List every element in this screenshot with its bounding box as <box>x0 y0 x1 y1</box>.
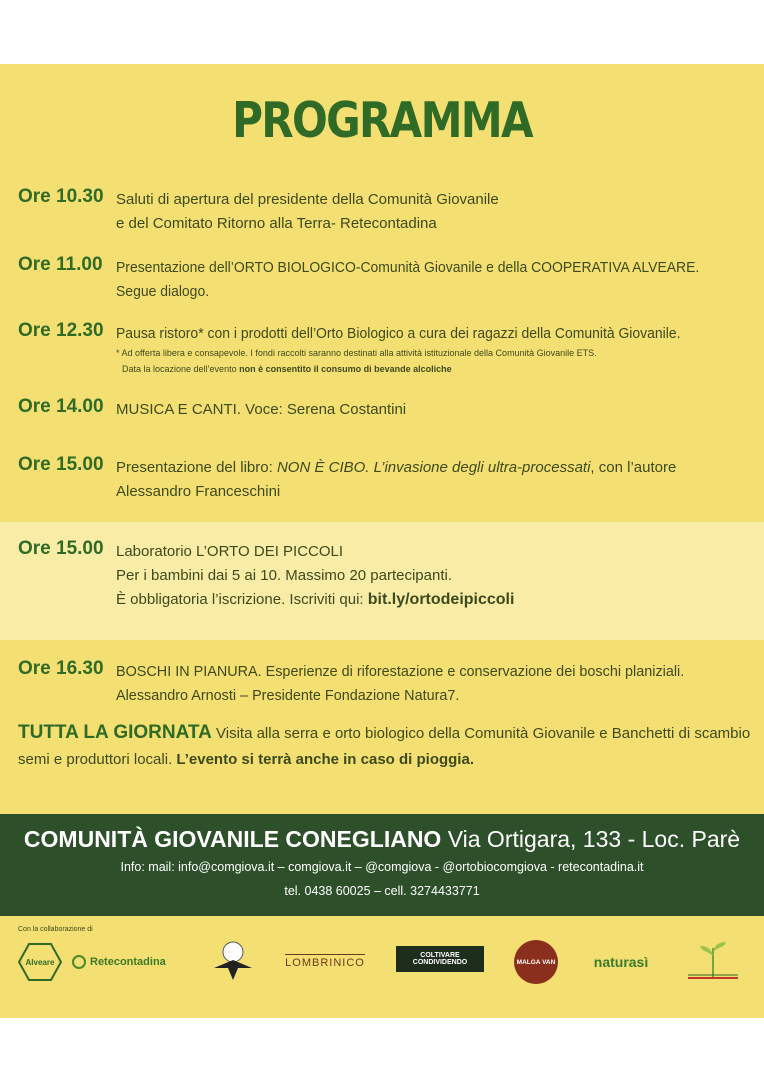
schedule-time: Ore 12.30 <box>18 320 104 341</box>
note-alcohol-warning: non è consentito il consumo di bevande alcoliche <box>239 364 452 374</box>
book-title: NON È CIBO. L’invasione degli ultra-processati <box>276 459 591 476</box>
all-day-note <box>18 720 758 773</box>
schedule-time: Ore 15.00 <box>18 538 104 559</box>
description-line: Alessandro Arnosti – Presidente Fondazione Natura7. <box>116 687 460 704</box>
all-day-text: Visita alla serra e orto biologico della Comunità Giovanile e Banchetti di scambio semi e produttori locali. <box>18 725 751 768</box>
retecontadina-logo <box>72 948 184 976</box>
plant-logo <box>682 938 744 984</box>
contact-footer <box>0 814 764 916</box>
organization-line <box>0 826 764 853</box>
description-line: Per i bambini dai 5 ai 10. Massimo 20 partecipanti. <box>116 567 453 584</box>
all-day-label: TUTTA LA GIORNATA <box>18 722 212 743</box>
leaf-icon <box>72 955 86 969</box>
naturasi-name: naturasì <box>593 954 649 970</box>
description-line: Segue dialogo. <box>116 283 210 300</box>
registration-link[interactable]: bit.ly/ortodeipiccoli <box>367 591 515 608</box>
naturasi-logo <box>584 950 658 974</box>
schedule-time: Ore 14.00 <box>18 396 104 417</box>
schedule-time: Ore 11.00 <box>18 254 103 275</box>
rain-note: L’evento si terrà anche in caso di pioggia. <box>176 751 474 768</box>
description-line: Pausa ristoro* con i prodotti dell’Orto Biologico a cura dei ragazzi della Comunità Giovanile. <box>116 325 681 342</box>
schedule-description <box>116 660 684 708</box>
schedule-time: Ore 15.00 <box>18 454 104 475</box>
bird-logo <box>210 938 256 984</box>
malga-van-logo <box>514 940 558 984</box>
contact-info: Info: mail: info@comgiova.it – comgiova.it – @comgiova - @ortobiocomgiova - retecontadina.it <box>120 860 644 874</box>
organization-name: COMUNITÀ GIOVANILE CONEGLIANO <box>23 826 442 852</box>
schedule-description <box>116 322 680 346</box>
description-line: e del Comitato Ritorno alla Terra- Retecontadina <box>116 215 437 232</box>
note-prefix: Data la locazione dell’evento <box>122 364 240 374</box>
schedule-time: Ore 10.30 <box>18 186 104 207</box>
alveare-logo <box>18 942 62 982</box>
schedule-description <box>116 188 499 236</box>
collaboration-label: Con la collaborazione di <box>18 926 93 933</box>
coltivare-line: COLTIVARE <box>420 952 460 959</box>
description-line: Saluti di apertura del presidente della Comunità Giovanile <box>116 191 499 208</box>
schedule-note <box>122 362 452 376</box>
description-line: Presentazione dell’ORTO BIOLOGICO-Comunità Giovanile e della COOPERATIVA ALVEARE. <box>116 259 700 276</box>
coltivare-condividendo-logo <box>396 946 484 972</box>
phone-numbers: tel. 0438 60025 – cell. 3274433771 <box>284 884 480 898</box>
poster <box>0 64 764 1018</box>
page-title: PROGRAMMA <box>232 92 532 149</box>
description-line: Alessandro Franceschini <box>116 483 281 500</box>
condividendo-line: CONDIVIDENDO <box>412 959 468 966</box>
book-suffix: , con l’autore <box>590 459 677 476</box>
partner-logos <box>0 938 764 998</box>
malga-van-name: MALGA VAN <box>516 958 556 966</box>
lombrinico-name: LOMBRINICO <box>285 954 365 969</box>
description-line: Laboratorio L’ORTO DEI PICCOLI <box>116 543 344 560</box>
book-prefix: Presentazione del libro: <box>116 459 277 476</box>
schedule-description <box>116 540 514 612</box>
schedule-description <box>116 456 676 504</box>
alveare-name: Alveare <box>25 957 55 967</box>
description-line: MUSICA E CANTI. Voce: Serena Costantini <box>116 401 407 418</box>
schedule-description <box>116 256 699 304</box>
retecontadina-name: Retecontadina <box>90 956 166 968</box>
description-line <box>116 588 514 612</box>
schedule-description <box>116 398 406 422</box>
schedule-note: * Ad offerta libera e consapevole. I fondi raccolti saranno destinati alla attività istituzionale della Comunità Giovanile ETS. <box>116 348 597 358</box>
lombrinico-logo <box>282 948 368 974</box>
description-line <box>116 456 676 480</box>
schedule-time: Ore 16.30 <box>18 658 104 679</box>
description-line: BOSCHI IN PIANURA. Esperienze di riforestazione e conservazione dei boschi planiziali. <box>116 663 685 680</box>
registration-text: È obbligatoria l’iscrizione. Iscriviti qui: <box>116 591 368 608</box>
organization-address: Via Ortigara, 133 - Loc. Parè <box>441 826 741 852</box>
